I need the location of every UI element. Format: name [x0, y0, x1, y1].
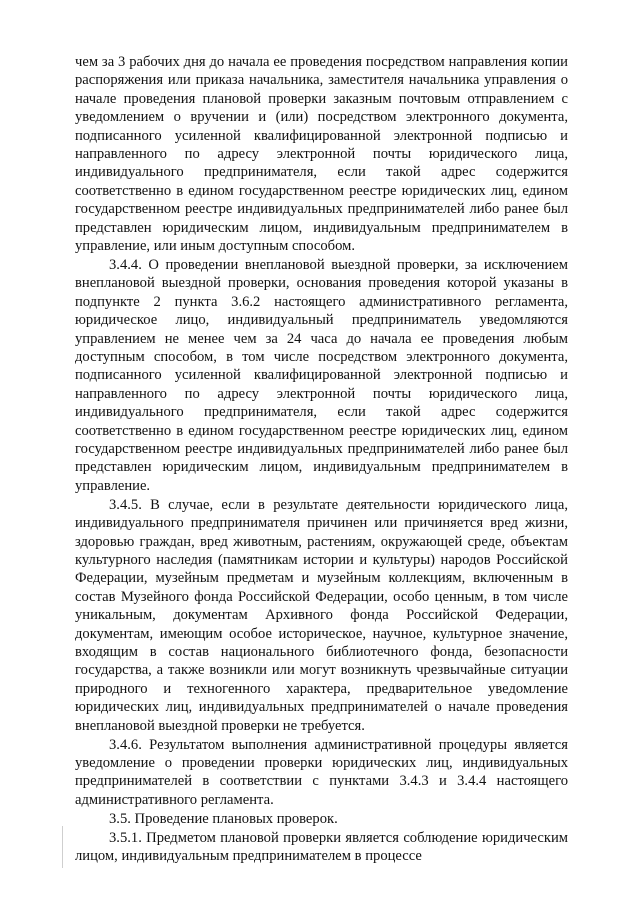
scan-artifact-line — [62, 826, 63, 868]
paragraph-3-5: 3.5. Проведение плановых проверок. — [109, 810, 338, 827]
paragraph-3-4-6: 3.4.6. Результатом выполнения административной процедуры является уведомление о проведении проверки юридических лиц, индивидуальных предпринимателей в соответствии с пунктами 3.4.3 и 3.4.4 настоящего административного регламента. — [75, 736, 568, 808]
paragraph-3-5-1: 3.5.1. Предметом плановой проверки является соблюдение юридическим лицом, индивидуальным предпринимателем в процессе — [75, 829, 568, 864]
document-body — [75, 53, 568, 865]
paragraph-3-4-4: 3.4.4. О проведении внеплановой выездной проверки, за исключением внеплановой выездной проверки, основания проведения которой указаны в подпункте 2 пункта 3.6.2 настоящего административного регламента, юридическое лицо, индивидуальный предприниматель уведомляются управлением не менее чем за 24 часа до начала ее проведения любым доступным способом, в том числе посредством электронного документа, подписанного усиленной квалифицированной электронной подписью и направленного по адресу электронной почты юридического лица, индивидуального предпринимателя, если такой адрес содержится соответственно в едином государственном реестре юридических лиц, едином государственном реестре индивидуальных предпринимателей либо ранее был представлен юридическим лицом, индивидуальным предпринимателем в управление. — [75, 256, 568, 494]
paragraph-continuation: чем за 3 рабочих дня до начала ее проведения посредством направления копии распоряжения или приказа начальника, заместителя начальника управления о начале проведения плановой проверки заказным почтовым отправлением с уведомлением о вручении и (или) посредством электронного документа, подписанного усиленной квалифицированной электронной подписью и направленного по адресу электронной почты юридического лица, индивидуального предпринимателя, если такой адрес содержится соответственно в едином государственном реестре юридических лиц, едином государственном реестре индивидуальных предпринимателей либо ранее был представлен юридическим лицом, индивидуальным предпринимателем в управление, или иным доступным способом. — [75, 54, 568, 255]
paragraph-3-4-5: 3.4.5. В случае, если в результате деятельности юридического лица, индивидуального предпринимателя причинен или причиняется вред жизни, здоровью граждан, вред животным, растениям, окружающей среде, объектам культурного наследия (памятникам истории и культуры) народов Российской Федерации, музейным предметам и музейным коллекциям, включенным в состав Музейного фонда Российской Федерации, особо ценным, в том числе уникальным, документам Архивного фонда Российской Федерации, документам, имеющим особое историческое, научное, культурное значение, входящим в состав национального библиотечного фонда, безопасности государства, а также возникли или могут возникнуть чрезвычайные ситуации природного и техногенного характера, предварительное уведомление юридических лиц, индивидуальных предпринимателей о начале проведения внеплановой выездной проверки не требуется. — [75, 496, 568, 734]
